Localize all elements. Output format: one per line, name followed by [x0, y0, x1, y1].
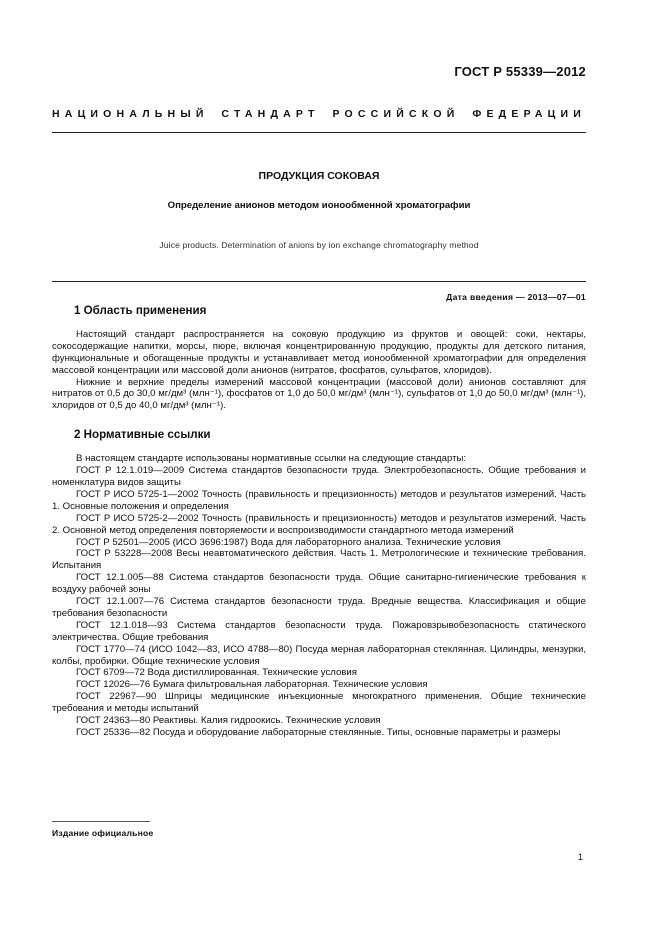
reference-item: ГОСТ Р ИСО 5725-2—2002 Точность (правильность и прецизионность) методов и результатов измерений. Часть 2. Основной метод определения повторяемости и воспроизводимости стандартного метода измерений: [52, 512, 586, 536]
document-subtitle: Определение анионов методом ионообменной хроматографии: [167, 200, 471, 211]
reference-item: ГОСТ 12.1.007—76 Система стандартов безопасности труда. Вредные вещества. Классификация и общие требования безопасности: [52, 596, 586, 619]
reference-item: ГОСТ 22967—90 Шприцы медицинские инъекционные многократного применения. Общие технические требования и методы испытаний: [52, 691, 586, 715]
document-body: [52, 305, 586, 739]
reference-item: ГОСТ Р 53228—2008 Весы неавтоматического действия. Часть 1. Метрологические и технические требования. Испытания: [52, 548, 586, 572]
reference-item: ГОСТ 12.1.005—88 Система стандартов безопасности труда. Общие санитарно-гигиенические требования к воздуху рабочей зоны: [52, 572, 586, 596]
official-edition-label: Издание официальное: [52, 828, 154, 838]
reference-item: ГОСТ 24363—80 Реактивы. Калия гидроокись. Технические условия: [76, 715, 381, 727]
document-title: ПРОДУКЦИЯ СОКОВАЯ: [258, 170, 380, 182]
reference-item: ГОСТ 12026—76 Бумага фильтровальная лабораторная. Технические условия: [76, 679, 428, 691]
reference-item: ГОСТ 1770—74 (ИСО 1042—83, ИСО 4788—80) Посуда мерная лабораторная стеклянная. Цилиндры, мензурки, колбы, пробирки. Общие технические условия: [52, 643, 586, 667]
title-divider: [52, 281, 586, 282]
reference-item: ГОСТ 12.1.018—93 Система стандартов безопасности труда. Пожаровзрывобезопасность статического электричества. Общие требования: [52, 619, 586, 643]
english-title: Juice products. Determination of anions by ion exchange chromatography method: [159, 240, 479, 250]
reference-item: ГОСТ Р 52501—2005 (ИСО 3696:1987) Вода для лабораторного анализа. Технические условия: [76, 536, 501, 548]
section-normative-references: [52, 429, 586, 739]
national-standard-banner: НАЦИОНАЛЬНЫЙ СТАНДАРТ РОССИЙСКОЙ ФЕДЕРАЦИИ: [52, 108, 586, 120]
reference-item: ГОСТ 25336—82 Посуда и оборудование лабораторные стеклянные. Типы, основные параметры и размеры: [76, 727, 561, 738]
top-divider: [52, 132, 586, 133]
reference-item: ГОСТ Р 12.1.019—2009 Система стандартов безопасности труда. Электробезопасность. Общие требования и номенклатура видов защиты: [52, 465, 586, 488]
section-scope: [52, 305, 586, 412]
reference-item: ГОСТ 6709—72 Вода дистиллированная. Технические условия: [76, 667, 357, 679]
reference-item: ГОСТ Р ИСО 5725-1—2002 Точность (правильность и прецизионность) методов и результатов измерений. Часть 1. Основные положения и определения: [52, 488, 586, 512]
page-number: 1: [577, 852, 583, 862]
footer-divider: [52, 821, 150, 822]
document-code: ГОСТ Р 55339—2012: [454, 64, 586, 79]
paragraph: Настоящий стандарт распространяется на соковую продукцию из фруктов и овощей: соки, нектары, сокосодержащие напитки, морсы, пюре, включая концентрированную продукцию, продукты для детского питания, функциональные и обогащенные продукты и устанавливает метод ионообменной хроматографии для определения массовой концентрации или массовой доли анионов (нитратов, фосфатов, сульфатов, хлоридов).: [52, 328, 586, 376]
introduction-date: Дата введения — 2013—07—01: [446, 292, 586, 302]
paragraph: Нижние и верхние пределы измерений массовой концентрации (массовой доли) анионов составляют для нитратов от 0,5 до 30,0 мг/дм³ (млн⁻¹), фосфатов от 1,0 до 50,0 мг/дм³ (млн⁻¹), сульфатов от 1,0 до 50,0 мг/дм³ (млн⁻¹), хлоридов от 0,5 до 40,0 мг/дм³ (млн⁻¹).: [52, 376, 586, 412]
section-heading: 1 Область применения: [74, 304, 207, 317]
paragraph: В настоящем стандарте использованы нормативные ссылки на следующие стандарты:: [76, 453, 467, 465]
section-heading: 2 Нормативные ссылки: [74, 428, 211, 442]
